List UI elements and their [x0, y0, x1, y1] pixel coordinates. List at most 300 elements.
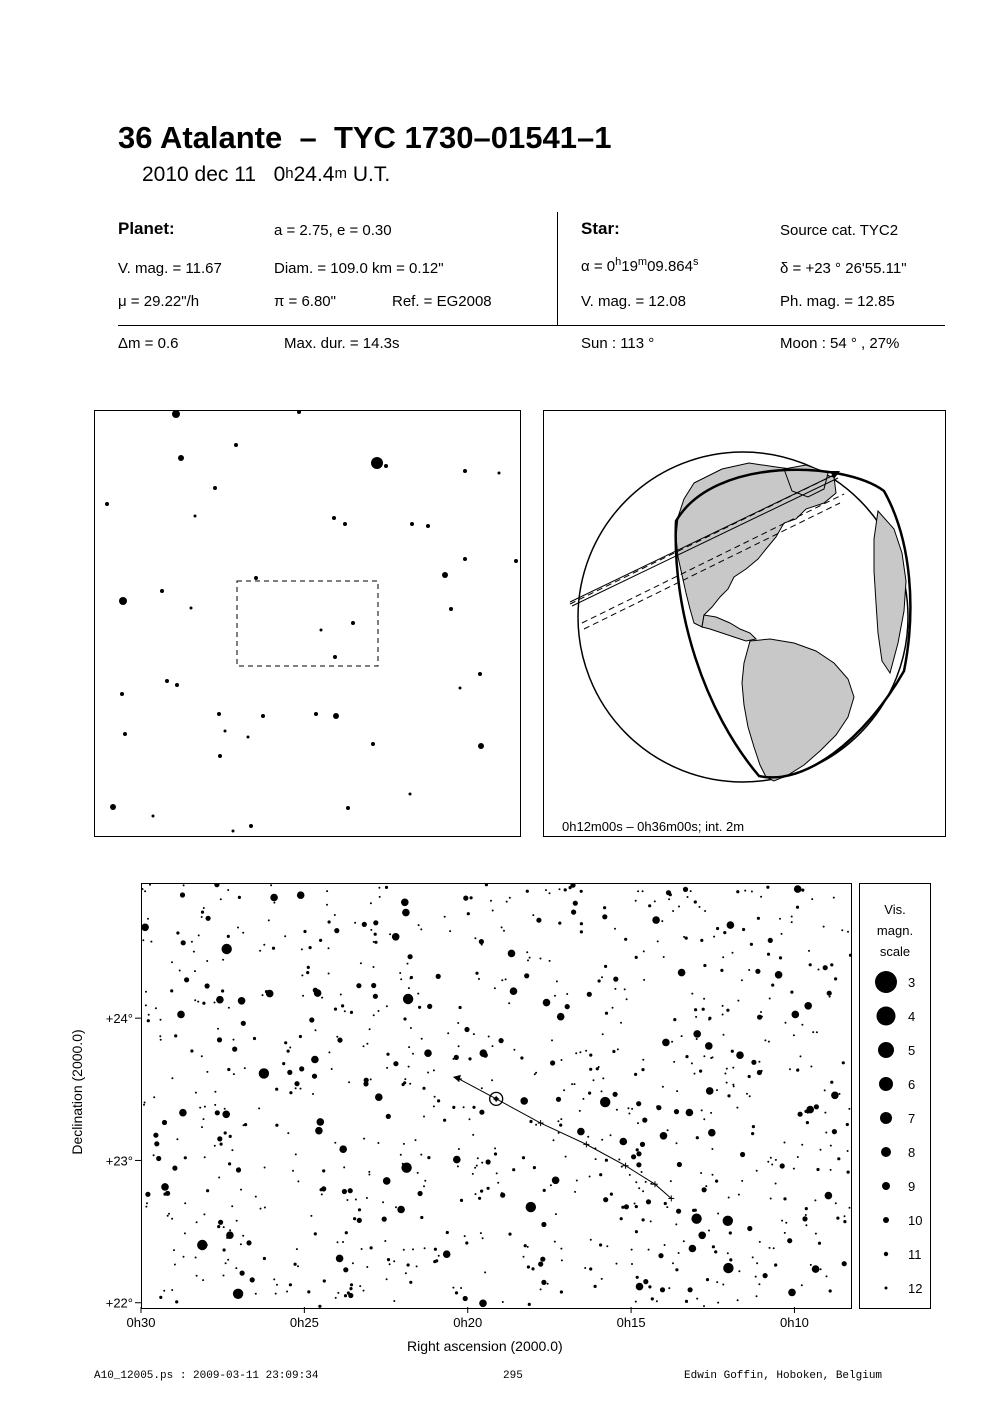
- chart-star: [348, 1188, 353, 1193]
- chart-star: [560, 1248, 562, 1250]
- chart-star: [676, 1090, 678, 1092]
- chart-star: [536, 918, 541, 923]
- chart-star: [217, 1225, 220, 1228]
- chart-star: [287, 1132, 289, 1134]
- chart-star: [273, 1278, 275, 1280]
- chart-star: [231, 1205, 233, 1207]
- chart-star: [220, 1143, 223, 1146]
- max-duration: Max. dur. = 14.3s: [284, 335, 400, 352]
- chart-star: [802, 1216, 807, 1221]
- chart-star: [529, 957, 531, 959]
- chart-star: [749, 1095, 751, 1097]
- chart-star: [610, 1134, 612, 1136]
- chart-star: [311, 1056, 319, 1064]
- chart-star: [771, 1164, 773, 1166]
- chart-star: [841, 929, 843, 931]
- chart-star: [722, 1014, 724, 1016]
- chart-star: [460, 1287, 462, 1289]
- chart-star: [463, 896, 468, 901]
- star-right-ascension: $\alpha = 0^h19^m09.864^s$: [581, 256, 699, 275]
- chart-star: [172, 1166, 177, 1171]
- chart-star: [373, 994, 378, 999]
- chart-star: [549, 960, 551, 962]
- chart-star: [604, 915, 607, 918]
- chart-star: [837, 1157, 840, 1160]
- chart-star: [712, 1174, 714, 1176]
- chart-star: [746, 1093, 748, 1095]
- chart-star: [314, 989, 322, 997]
- chart-star: [436, 974, 441, 979]
- chart-star: [770, 1157, 772, 1159]
- chart-star: [524, 973, 529, 978]
- chart-star: [713, 936, 715, 938]
- chart-star: [386, 1278, 388, 1280]
- chart-star: [675, 1268, 678, 1271]
- chart-star: [328, 973, 330, 975]
- chart-star: [691, 993, 693, 995]
- chart-star: [403, 1017, 406, 1020]
- chart-star: [340, 1258, 342, 1260]
- chart-star: [601, 1278, 603, 1280]
- chart-star: [601, 1139, 603, 1141]
- chart-star: [751, 1132, 754, 1135]
- chart-star: [378, 1010, 380, 1012]
- chart-star: [742, 928, 745, 931]
- chart-star: [472, 1134, 474, 1136]
- legend-mag-label: 8: [908, 1145, 916, 1160]
- chart-star: [668, 1287, 670, 1289]
- chart-star: [534, 1073, 536, 1075]
- chart-star: [306, 971, 309, 974]
- legend-mag-label: 4: [908, 1009, 916, 1024]
- chart-star: [168, 1213, 170, 1215]
- chart-star: [452, 1106, 455, 1109]
- chart-star: [384, 1240, 386, 1242]
- zoom-frame: [237, 581, 378, 666]
- chart-star: [727, 921, 735, 929]
- chart-star: [427, 1156, 430, 1159]
- chart-star: [532, 914, 534, 916]
- chart-star: [760, 896, 762, 898]
- chart-star: [703, 964, 706, 967]
- chart-star: [543, 999, 551, 1007]
- chart-star: [415, 1139, 417, 1141]
- chart-star: [184, 1156, 187, 1159]
- chart-star: [237, 927, 239, 929]
- chart-star: [703, 1305, 705, 1307]
- chart-star: [640, 1142, 645, 1147]
- chart-star: [849, 1207, 851, 1209]
- chart-star: [233, 1073, 235, 1075]
- chart-star: [181, 940, 186, 945]
- chart-star: [543, 1189, 546, 1192]
- chart-star: [389, 933, 391, 935]
- chart-star: [660, 1287, 665, 1292]
- chart-star: [142, 888, 144, 890]
- chart-star: [427, 1072, 429, 1074]
- chart-star: [738, 1194, 740, 1196]
- chart-star: [816, 1168, 819, 1171]
- finder-star: [371, 457, 383, 469]
- chart-star: [705, 1042, 713, 1050]
- chart-star: [379, 896, 381, 898]
- chart-star: [722, 1284, 724, 1286]
- chart-star: [424, 1180, 426, 1182]
- chart-star: [784, 1232, 786, 1234]
- chart-star: [831, 1092, 839, 1100]
- chart-star: [598, 979, 601, 982]
- chart-star: [255, 1196, 257, 1198]
- chart-star: [527, 1246, 529, 1248]
- chart-star: [334, 1142, 336, 1144]
- chart-star: [560, 1118, 562, 1120]
- chart-star: [602, 1033, 604, 1035]
- chart-star: [573, 901, 578, 906]
- chart-star: [393, 1300, 395, 1302]
- finder-star: [332, 516, 336, 520]
- chart-star: [303, 930, 306, 933]
- chart-star: [751, 891, 753, 893]
- chart-star: [154, 1141, 159, 1146]
- chart-star: [826, 1275, 828, 1277]
- finder-star: [105, 502, 109, 506]
- chart-star: [443, 1119, 446, 1122]
- chart-star: [223, 1226, 225, 1228]
- chart-star: [635, 1181, 637, 1183]
- chart-star: [732, 1084, 734, 1086]
- chart-star: [601, 1090, 603, 1092]
- finder-star: [320, 629, 323, 632]
- chart-star: [702, 1008, 705, 1011]
- chart-star: [240, 1189, 242, 1191]
- chart-star: [491, 1079, 493, 1081]
- chart-star: [797, 1156, 799, 1158]
- chart-star: [824, 1089, 826, 1091]
- chart-star: [793, 1168, 795, 1170]
- chart-star: [722, 1005, 724, 1007]
- chart-star: [612, 1007, 614, 1009]
- chart-star: [829, 996, 831, 998]
- planet-orbit: a = 2.75, e = 0.30: [274, 222, 392, 239]
- chart-star: [259, 1068, 269, 1078]
- chart-star: [553, 1139, 555, 1141]
- chart-star: [737, 1000, 739, 1002]
- chart-star: [541, 1280, 546, 1285]
- chart-star: [788, 1289, 796, 1297]
- chart-star: [658, 1253, 663, 1258]
- chart-star: [775, 1183, 777, 1185]
- finder-star: [343, 522, 347, 526]
- chart-star: [242, 932, 244, 934]
- finder-star: [351, 621, 355, 625]
- chart-star: [409, 1083, 411, 1085]
- chart-star: [433, 1069, 435, 1071]
- finder-star: [194, 515, 197, 518]
- chart-star: [475, 972, 478, 975]
- chart-star: [270, 884, 272, 886]
- chart-star: [642, 1059, 644, 1061]
- chart-star: [334, 928, 339, 933]
- chart-star: [203, 1213, 205, 1215]
- chart-star: [723, 1216, 733, 1226]
- chart-star: [575, 1052, 577, 1054]
- chart-star: [681, 1035, 683, 1037]
- chart-star: [834, 977, 837, 980]
- chart-star: [437, 1099, 440, 1102]
- chart-star: [474, 937, 476, 939]
- chart-star: [662, 1086, 664, 1088]
- chart-star: [201, 1126, 203, 1128]
- chart-star: [601, 976, 603, 978]
- chart-star: [171, 1218, 173, 1220]
- chart-star: [785, 1022, 787, 1024]
- chart-star: [294, 1081, 299, 1086]
- chart-star: [361, 1248, 363, 1250]
- chart-star: [231, 1149, 233, 1151]
- chart-star: [636, 1151, 641, 1156]
- chart-star: [614, 988, 616, 990]
- chart-star: [741, 1180, 743, 1182]
- chart-star: [206, 1189, 209, 1192]
- finder-star: [218, 754, 222, 758]
- chart-star: [460, 1199, 463, 1202]
- chart-star: [843, 1220, 846, 1223]
- chart-star: [227, 889, 229, 891]
- chart-star: [792, 1011, 800, 1019]
- chart-star: [218, 1177, 220, 1179]
- chart-star: [228, 1162, 231, 1165]
- legend-mag-label: 10: [908, 1213, 923, 1228]
- chart-star: [223, 1275, 225, 1277]
- chart-star: [270, 894, 278, 902]
- chart-star: [494, 1147, 496, 1149]
- chart-star: [793, 1034, 795, 1036]
- chart-star: [631, 1108, 633, 1110]
- chart-star: [382, 1201, 384, 1203]
- chart-star: [645, 1181, 647, 1183]
- chart-star: [352, 1262, 354, 1264]
- chart-star: [810, 1066, 812, 1068]
- chart-star: [259, 950, 261, 952]
- chart-star: [704, 910, 706, 912]
- chart-star: [657, 940, 659, 942]
- chart-star: [527, 959, 529, 961]
- chart-star: [143, 1104, 145, 1106]
- chart-star: [685, 1300, 688, 1303]
- chart-star: [545, 889, 547, 891]
- finder-star: [249, 824, 253, 828]
- chart-star: [242, 1235, 244, 1237]
- chart-star: [393, 1061, 398, 1066]
- chart-star: [535, 1124, 537, 1126]
- chart-star: [199, 1107, 201, 1109]
- chart-star: [480, 1232, 482, 1234]
- chart-star: [660, 1132, 668, 1140]
- chart-star: [481, 1087, 483, 1089]
- chart-star: [710, 1112, 712, 1114]
- chart-star: [673, 1018, 676, 1021]
- chart-star: [706, 1087, 714, 1095]
- chart-star: [179, 970, 181, 972]
- chart-star: [664, 1244, 666, 1246]
- chart-star: [674, 1109, 679, 1114]
- chart-star: [620, 1138, 628, 1146]
- chart-star: [348, 1081, 350, 1083]
- chart-star: [723, 931, 726, 934]
- chart-star: [648, 904, 651, 907]
- sun-elongation: Sun : 113 °: [581, 335, 655, 352]
- chart-star: [483, 1302, 485, 1304]
- chart-star: [637, 1122, 639, 1124]
- chart-star: [703, 998, 705, 1000]
- chart-star: [368, 1171, 370, 1173]
- chart-star: [520, 1056, 523, 1059]
- chart-star: [766, 886, 769, 889]
- chart-star: [815, 1233, 817, 1235]
- chart-star: [646, 1199, 651, 1204]
- chart-star: [502, 1301, 504, 1303]
- chart-star: [694, 1008, 697, 1011]
- chart-star: [297, 1265, 299, 1267]
- chart-star: [648, 1285, 651, 1288]
- chart-star: [643, 1279, 648, 1284]
- chart-star: [362, 922, 367, 927]
- chart-star: [227, 1259, 229, 1261]
- chart-star: [599, 1173, 602, 1176]
- chart-star: [579, 1051, 581, 1053]
- chart-star: [195, 1257, 197, 1259]
- chart-star: [694, 1073, 696, 1075]
- chart-star: [614, 928, 616, 930]
- chart-star: [160, 1019, 162, 1021]
- legend-dot: [881, 1147, 891, 1157]
- finder-star: [172, 411, 180, 418]
- chart-star: [552, 1177, 560, 1185]
- finder-star: [478, 743, 484, 749]
- chart-star: [699, 906, 701, 908]
- chart-star: [641, 1171, 643, 1173]
- chart-star: [557, 1013, 565, 1021]
- finder-star: [442, 572, 448, 578]
- chart-star: [331, 1068, 333, 1070]
- chart-star: [359, 1285, 361, 1287]
- chart-star: [350, 1288, 352, 1290]
- chart-star: [587, 1136, 589, 1138]
- chart-star: [846, 1123, 849, 1126]
- chart-star: [621, 1166, 623, 1168]
- chart-star: [204, 1156, 206, 1158]
- chart-star: [811, 898, 813, 900]
- chart-star: [732, 1067, 734, 1069]
- chart-star: [554, 1241, 556, 1243]
- chart-star: [705, 1185, 707, 1187]
- chart-star: [588, 1092, 591, 1095]
- chart-star: [470, 896, 473, 899]
- chart-star: [214, 1145, 216, 1147]
- chart-star: [296, 1248, 298, 1250]
- chart-star: [146, 1202, 148, 1204]
- chart-star: [706, 1278, 709, 1281]
- chart-star: [297, 1180, 299, 1182]
- chart-star: [335, 1297, 337, 1299]
- finder-star: [498, 472, 501, 475]
- chart-star: [830, 1169, 832, 1171]
- chart-star: [528, 1303, 531, 1306]
- finder-star: [314, 712, 318, 716]
- chart-star: [638, 1187, 640, 1189]
- chart-star: [738, 1270, 740, 1272]
- chart-star: [708, 1017, 711, 1020]
- chart-star: [801, 1024, 803, 1026]
- chart-star: [438, 1255, 440, 1257]
- chart-star: [642, 1218, 645, 1221]
- chart-star: [566, 993, 568, 995]
- legend-mag-label: 5: [908, 1043, 916, 1058]
- chart-star: [145, 1206, 147, 1208]
- chart-star: [589, 1054, 592, 1057]
- chart-star: [337, 1241, 339, 1243]
- chart-star: [202, 1002, 205, 1005]
- chart-star: [289, 1283, 292, 1286]
- chart-star: [618, 1159, 620, 1161]
- chart-star: [273, 902, 275, 904]
- chart-star: [364, 1078, 369, 1083]
- chart-star: [238, 1167, 240, 1169]
- chart-star: [636, 1162, 641, 1167]
- chart-star: [287, 1070, 292, 1075]
- chart-star: [171, 1289, 173, 1291]
- chart-star: [216, 996, 224, 1004]
- chart-star: [784, 1142, 786, 1144]
- chart-star: [272, 947, 275, 950]
- chart-star: [386, 1053, 389, 1056]
- chart-star: [377, 1142, 379, 1144]
- chart-star: [342, 1241, 344, 1243]
- chart-star: [344, 1294, 347, 1297]
- chart-star: [556, 1097, 561, 1102]
- chart-star: [373, 966, 375, 968]
- chart-star: [145, 991, 147, 993]
- chart-star: [593, 1079, 595, 1081]
- chart-star: [233, 1039, 235, 1041]
- table-divider: [557, 212, 558, 325]
- chart-star: [238, 997, 246, 1005]
- chart-star: [289, 1091, 292, 1094]
- chart-star: [748, 1075, 751, 1078]
- chart-star: [232, 1047, 237, 1052]
- chart-star: [206, 960, 208, 962]
- finder-star: [261, 714, 265, 718]
- chart-star: [328, 947, 330, 949]
- chart-star: [527, 1265, 530, 1268]
- chart-star: [348, 1293, 353, 1298]
- chart-star: [174, 1264, 176, 1266]
- chart-star: [767, 1161, 769, 1163]
- chart-star: [354, 922, 356, 924]
- chart-star: [805, 1207, 808, 1210]
- star-source-catalog: Source cat. TYC2: [780, 222, 899, 239]
- chart-star: [337, 1038, 342, 1043]
- chart-star: [842, 1061, 845, 1064]
- chart-star: [220, 898, 222, 900]
- finder-star: [217, 712, 221, 716]
- chart-star: [654, 900, 656, 902]
- chart-star: [418, 1191, 423, 1196]
- chart-star: [397, 1206, 405, 1214]
- legend-dot: [882, 1182, 890, 1190]
- chart-star: [203, 907, 205, 909]
- chart-star: [499, 1038, 504, 1043]
